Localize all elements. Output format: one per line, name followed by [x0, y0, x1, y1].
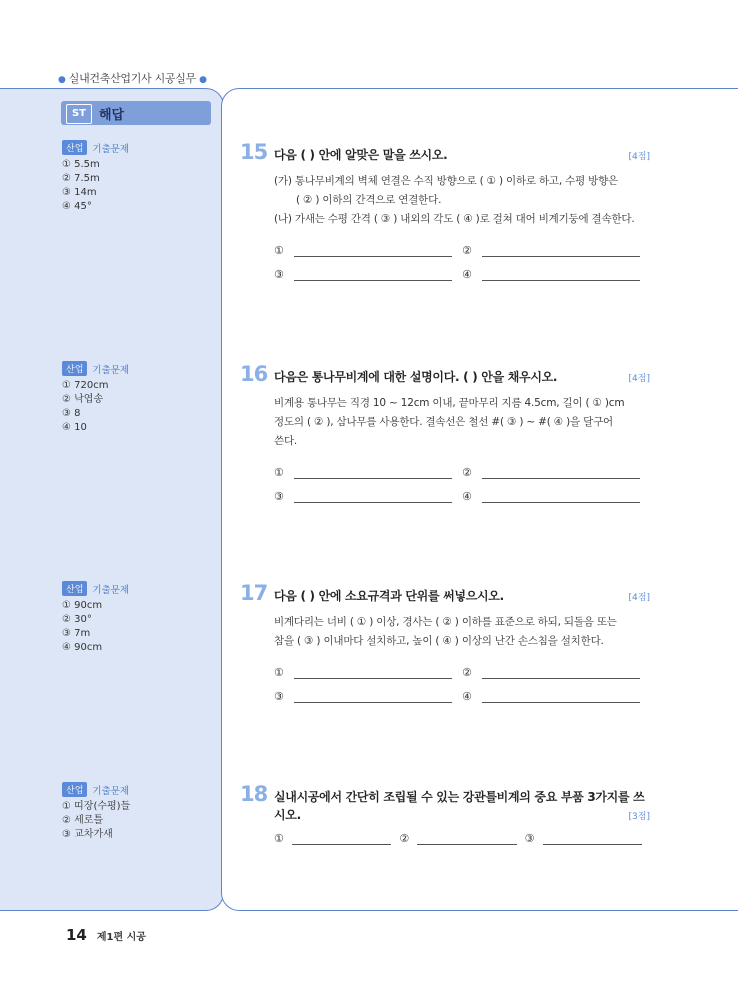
- bullet-icon: ●: [199, 75, 207, 85]
- answer-block-15: [62, 140, 212, 214]
- answer-blank-1[interactable]: ①: [274, 831, 399, 845]
- answer-item: ④ 90cm: [62, 642, 103, 653]
- question-15: [240, 140, 650, 281]
- question-points: [4점]: [628, 374, 650, 384]
- answer-item: ① 720cm: [62, 380, 109, 391]
- question-title: 다음은 통나무비계에 대한 설명이다. ( ) 안을 채우시오.: [274, 370, 558, 384]
- answer-heading-bar: [61, 101, 211, 125]
- answer-blank-1[interactable]: ①: [274, 665, 462, 679]
- question-text-line: 정도의 ( ② ), 삼나무를 사용한다. 결속선은 철선 #( ③ ) ~ #( ④ )을 달구어: [274, 416, 613, 428]
- answer-blank-2[interactable]: ②: [462, 665, 650, 679]
- page-number: 14: [66, 926, 87, 944]
- answer-sub: 기출문제: [92, 785, 130, 797]
- answer-tag: 산업: [62, 581, 87, 596]
- answer-item: ③ 8: [62, 408, 81, 419]
- answer-tag: 산업: [62, 140, 87, 155]
- answer-sub: 기출문제: [92, 364, 130, 376]
- question-number: 17: [240, 581, 268, 605]
- answer-item: ③ 7m: [62, 628, 91, 639]
- question-number: 16: [240, 362, 268, 386]
- question-text-line: (나) 가새는 수평 간격 ( ③ ) 내외의 각도 ( ④ )로 걸쳐 대어 비계기둥에 결속한다.: [274, 213, 635, 225]
- answer-block-17: [62, 581, 212, 655]
- chapter-label: 제1편 시공: [96, 932, 146, 943]
- header-title: 실내건축산업기사 시공실무: [68, 72, 196, 85]
- answer-blank-3[interactable]: ③: [525, 831, 650, 845]
- page-footer: [66, 926, 146, 944]
- answer-blank-3[interactable]: ③: [274, 489, 462, 503]
- answer-item: ② 30°: [62, 614, 92, 625]
- answer-blank-4[interactable]: ④: [462, 489, 650, 503]
- question-title: 다음 ( ) 안에 소요규격과 단위를 써넣으시오.: [274, 589, 504, 603]
- answer-blank-3[interactable]: ③: [274, 689, 462, 703]
- answer-block-16: [62, 361, 212, 435]
- answer-block-18: [62, 782, 212, 842]
- answer-blank-2[interactable]: ②: [462, 465, 650, 479]
- question-number: 15: [240, 140, 268, 164]
- answer-blank-4[interactable]: ④: [462, 689, 650, 703]
- question-16: [240, 362, 650, 503]
- answer-item: ① 띠장(수평)들: [62, 801, 131, 812]
- question-17: [240, 581, 650, 703]
- answer-sub: 기출문제: [92, 143, 130, 155]
- answer-item: ④ 10: [62, 422, 87, 433]
- question-text-line: 참을 ( ③ ) 이내마다 설치하고, 높이 ( ④ ) 이상의 난간 손스침을 설치한다.: [274, 635, 604, 647]
- question-18: [240, 782, 650, 845]
- question-text-line: 비계용 통나무는 직경 10 ~ 12cm 이내, 끝마무리 지름 4.5cm, 길이 ( ① )cm: [274, 397, 625, 409]
- answer-tag: 산업: [62, 361, 87, 376]
- question-text-line: 비계다리는 너비 ( ① ) 이상, 경사는 ( ② ) 이하를 표준으로 하되, 되돌음 또는: [274, 616, 617, 628]
- answer-item: ① 5.5m: [62, 159, 100, 170]
- answer-item: ② 7.5m: [62, 173, 100, 184]
- question-text-line: (가) 통나무비계의 벽체 연결은 수직 방향으로 ( ① ) 이하로 하고, 수평 방향은: [274, 175, 618, 187]
- answer-blank-2[interactable]: ②: [399, 831, 524, 845]
- running-header: [58, 70, 207, 86]
- answer-blank-1[interactable]: ①: [274, 465, 462, 479]
- answer-blank-2[interactable]: ②: [462, 243, 650, 257]
- answer-heading: 해답: [99, 108, 125, 123]
- answer-tag: 산업: [62, 782, 87, 797]
- question-title-cont: 시오.: [274, 808, 301, 822]
- question-text-line: ( ② ) 이하의 간격으로 연결한다.: [296, 194, 442, 206]
- question-points: [4점]: [628, 593, 650, 603]
- question-points: [3점]: [628, 812, 650, 822]
- question-title: 실내시공에서 간단히 조립될 수 있는 강관틀비계의 중요 부품 3가지를 쓰: [274, 790, 645, 804]
- answer-blank-1[interactable]: ①: [274, 243, 462, 257]
- answer-icon: ST: [66, 104, 92, 124]
- answer-item: ③ 교차가새: [62, 829, 113, 840]
- question-points: [4점]: [628, 152, 650, 162]
- bullet-icon: ●: [58, 75, 66, 85]
- answer-item: ① 90cm: [62, 600, 103, 611]
- answer-blank-4[interactable]: ④: [462, 267, 650, 281]
- answer-item: ② 세로틀: [62, 815, 104, 826]
- answer-sub: 기출문제: [92, 584, 130, 596]
- answer-item: ② 낙엽송: [62, 394, 104, 405]
- question-text-line: 쓴다.: [274, 435, 298, 447]
- answer-item: ④ 45°: [62, 201, 92, 212]
- answer-blank-3[interactable]: ③: [274, 267, 462, 281]
- question-number: 18: [240, 782, 268, 806]
- answer-item: ③ 14m: [62, 187, 97, 198]
- question-title: 다음 ( ) 안에 알맞은 말을 쓰시오.: [274, 148, 448, 162]
